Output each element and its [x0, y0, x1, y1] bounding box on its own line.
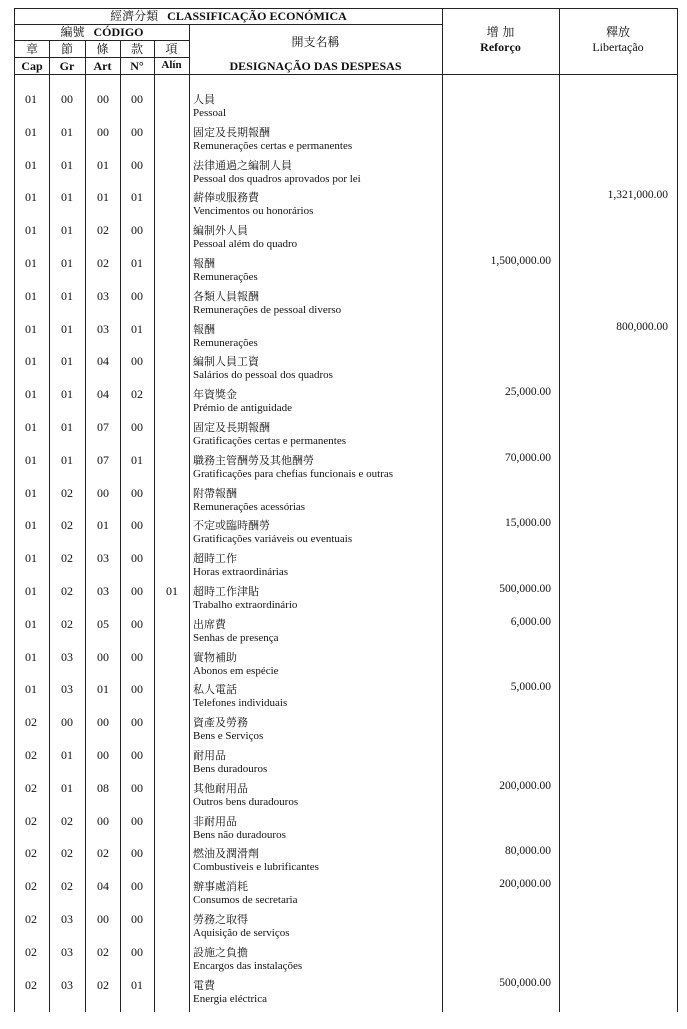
designation-pt-text: Gratificações certas e permanentes: [193, 435, 346, 447]
code-n: 00: [131, 157, 143, 172]
designation-pt-text: Horas extraordinárias: [193, 566, 288, 579]
code-cap: 01: [25, 354, 37, 369]
code-n: 00: [131, 944, 143, 959]
designation-zh-text: 其他耐用品: [193, 781, 248, 795]
code-gr: 03: [61, 977, 73, 992]
code-gr: 02: [61, 846, 73, 861]
code-gr: 02: [61, 518, 73, 533]
econ-class-header: [15, 10, 442, 22]
code-n: 00: [131, 649, 143, 664]
designation-zh-text: 資產及勞務: [193, 716, 248, 730]
code-art: 00: [97, 715, 109, 730]
code-art: 01: [97, 518, 109, 533]
code-gr: 02: [61, 616, 73, 631]
code-cap: 01: [25, 485, 37, 500]
designation-pt-text: Combustíveis e lubrificantes: [193, 861, 319, 874]
code-cap: 01: [25, 92, 37, 106]
code-cap: 01: [25, 649, 37, 664]
code-art: 02: [97, 256, 109, 270]
code-gr: 01: [61, 354, 73, 369]
designation-zh-text: 辦事處消耗: [193, 880, 248, 894]
code-art: 02: [97, 223, 109, 238]
reforco-amount: 5,000.00: [510, 681, 551, 694]
code-n: 00: [131, 682, 143, 697]
reforco-amount: 500,000.00: [499, 583, 551, 595]
code-art: 01: [97, 682, 109, 697]
designation-pt-text: Salários do pessoal dos quadros: [193, 369, 333, 382]
designation-pt-text: Gratificações para chefias funcionais e outras: [193, 467, 394, 480]
reforco-zh: 增 加: [486, 25, 515, 39]
code-cap: 01: [25, 551, 37, 566]
rule-colzh: [15, 57, 189, 58]
code-art: 07: [97, 420, 109, 434]
code-art: 03: [97, 288, 109, 303]
code-gr: 03: [61, 944, 73, 959]
code-art: 03: [97, 321, 109, 336]
code-cap: 01: [25, 420, 37, 434]
code-gr: 01: [61, 321, 73, 336]
designation-zh-text: 超時工作津貼: [193, 585, 259, 598]
designation-pt-text: Pessoal dos quadros aprovados por lei: [193, 172, 361, 185]
rule-col-alin: [154, 40, 155, 1012]
code-cap: 01: [25, 190, 37, 205]
designation-zh-text: 出席費: [193, 617, 226, 631]
designation-pt-text: Gratificações variáveis ou eventuais: [193, 533, 353, 546]
code-cap: 01: [25, 616, 37, 631]
code-art: 03: [97, 584, 109, 598]
code-cap: 01: [25, 452, 37, 467]
code-art: 02: [97, 846, 109, 861]
code-art: 03: [97, 551, 109, 566]
rule-col-desig: [189, 24, 190, 1012]
code-art: 00: [97, 485, 109, 500]
col-n-zh: 款: [130, 42, 143, 56]
code-art: 01: [97, 190, 109, 205]
code-n: 00: [131, 124, 143, 139]
code-art: 04: [97, 354, 109, 369]
code-n: 01: [131, 321, 143, 336]
col-gr: Gr: [59, 59, 75, 73]
code-cap: 02: [25, 944, 37, 959]
code-cap: 01: [25, 124, 37, 139]
code-gr: 03: [61, 649, 73, 664]
code-zh: 編號: [60, 25, 85, 39]
libertacao-amount: 1,321,000.00: [607, 189, 668, 202]
libertacao-amount: 800,000.00: [616, 320, 668, 333]
code-art: 04: [97, 879, 109, 894]
designation-pt-text: Bens duradouros: [193, 763, 268, 775]
designation-zh-text: 電費: [193, 978, 215, 992]
designation-zh-text: 非耐用品: [193, 814, 237, 828]
code-gr: 01: [61, 223, 73, 238]
designation-pt-text: Outros bens duradouros: [193, 795, 299, 808]
designation-zh: 開支名稱: [291, 35, 340, 49]
designation-zh-text: 超時工作: [193, 552, 237, 566]
code-gr: 02: [61, 551, 73, 566]
code-gr: 00: [61, 92, 73, 106]
code-art: 00: [97, 649, 109, 664]
code-n: 00: [131, 813, 143, 828]
code-gr: 01: [61, 387, 73, 402]
code-n: 00: [131, 912, 143, 926]
libertacao-zh: 釋放: [605, 25, 630, 39]
code-art: 05: [97, 616, 109, 631]
budget-table: [14, 8, 678, 1012]
code-gr: 03: [61, 912, 73, 926]
designation-pt-text: Remunerações: [193, 336, 258, 349]
code-cap: 02: [25, 748, 37, 762]
rule-code: [15, 40, 189, 41]
designation-pt-text: Remunerações de pessoal diverso: [193, 303, 342, 316]
code-n: 00: [131, 879, 143, 894]
designation-pt-text: Trabalho extraordinário: [193, 599, 298, 611]
col-n: N°: [130, 59, 144, 73]
designation-pt-text: Remunerações certas e permanentes: [193, 139, 353, 152]
designation-pt-text: Energia eléctrica: [193, 992, 267, 1005]
designation-zh-text: 編制人員工資: [193, 355, 259, 369]
code-cap: 02: [25, 846, 37, 861]
rule-col-art: [85, 40, 86, 1012]
code-art: 00: [97, 124, 109, 139]
reforco-amount: 500,000.00: [499, 976, 551, 989]
rule-header-bottom: [15, 74, 677, 75]
code-gr: 00: [61, 715, 73, 730]
code-art: 00: [97, 912, 109, 926]
code-cap: 02: [25, 715, 37, 730]
econ-class-zh: 經濟分類: [110, 9, 159, 23]
code-cap: 02: [25, 879, 37, 894]
designation-zh-text: 各類人員報酬: [193, 289, 259, 303]
reforco-amount: 200,000.00: [499, 878, 551, 891]
rule-col-reforco: [442, 8, 443, 1012]
econ-class-pt: CLASSIFICAÇÃO ECONÓMICA: [167, 9, 347, 23]
libertacao-pt: Libertação: [592, 40, 644, 54]
col-alin: Alín: [161, 59, 182, 71]
code-art: 02: [97, 944, 109, 959]
rule-col-gr: [49, 40, 50, 1012]
reforco-amount: 25,000.00: [505, 386, 551, 399]
code-n: 00: [131, 616, 143, 631]
code-cap: 01: [25, 321, 37, 336]
designation-zh-text: 固定及長期報酬: [193, 125, 270, 139]
designation-pt-text: Encargos das instalações: [193, 959, 303, 972]
designation-zh-text: 實物補助: [193, 650, 237, 664]
code-gr: 01: [61, 190, 73, 205]
rule-col-libert: [559, 8, 560, 1012]
code-cap: 02: [25, 780, 37, 795]
code-n: 00: [131, 715, 143, 730]
designation-pt-text: Bens e Serviços: [193, 730, 264, 743]
designation-pt-text: Consumos de secretaria: [193, 894, 298, 907]
code-n: 00: [131, 748, 143, 762]
code-art: 08: [97, 780, 109, 795]
designation-pt-text: Pessoal: [193, 107, 226, 119]
code-gr: 01: [61, 288, 73, 303]
code-cap: 01: [25, 584, 37, 598]
code-n: 01: [131, 452, 143, 467]
code-n: 00: [131, 485, 143, 500]
code-n: 00: [131, 354, 143, 369]
code-art: 07: [97, 452, 109, 467]
designation-pt-text: Remunerações acessórias: [193, 500, 306, 513]
code-cap: 01: [25, 387, 37, 402]
designation-pt-text: Pessoal além do quadro: [193, 238, 298, 251]
code-n: 00: [131, 780, 143, 795]
designation-pt-text: Prémio de antiguidade: [193, 402, 292, 415]
code-gr: 02: [61, 584, 73, 598]
code-art: 00: [97, 92, 109, 106]
designation-zh-text: 設施之負擔: [193, 945, 248, 959]
designation-pt-text: Abonos em espécie: [193, 664, 279, 677]
designation-zh-text: 報酬: [193, 257, 215, 270]
designation-zh-text: 報酬: [193, 322, 215, 336]
code-gr: 03: [61, 682, 73, 697]
designation-pt: DESIGNAÇÃO DAS DESPESAS: [229, 59, 402, 73]
designation-zh-text: 法律通過之編制人員: [193, 158, 292, 172]
code-pt: CÓDIGO: [93, 25, 144, 39]
code-n: 00: [131, 92, 143, 106]
rule-col-n: [120, 40, 121, 1012]
code-cap: 01: [25, 223, 37, 238]
code-art: 00: [97, 813, 109, 828]
code-header: [15, 26, 189, 38]
designation-zh-text: 人員: [193, 93, 215, 106]
code-gr: 01: [61, 748, 73, 762]
reforco-amount: 1,500,000.00: [490, 255, 551, 267]
designation-pt-text: Bens não duradouros: [193, 828, 286, 841]
designation-zh-text: 編制外人員: [193, 224, 248, 238]
designation-pt-text: Remunerações: [193, 271, 258, 283]
code-n: 00: [131, 584, 143, 598]
col-art: Art: [93, 59, 112, 73]
code-gr: 02: [61, 813, 73, 828]
reforco-amount: 200,000.00: [499, 779, 551, 792]
designation-pt-text: Aquisição de serviços: [193, 927, 290, 939]
code-alin: 01: [166, 584, 178, 598]
reforco-amount: 15,000.00: [505, 517, 551, 530]
code-art: 04: [97, 387, 109, 402]
col-art-zh: 條: [96, 42, 109, 56]
code-gr: 01: [61, 124, 73, 139]
designation-zh-text: 職務主管酬勞及其他酬勞: [193, 453, 314, 467]
designation-zh-text: 私人電話: [193, 683, 237, 697]
designation-pt-text: Telefones individuais: [193, 697, 288, 710]
code-cap: 02: [25, 813, 37, 828]
reforco-pt: Reforço: [480, 40, 521, 54]
designation-zh-text: 附帶報酬: [193, 486, 237, 500]
code-n: 01: [131, 190, 143, 205]
code-cap: 02: [25, 912, 37, 926]
reforco-amount: 6,000.00: [510, 615, 551, 628]
code-n: 01: [131, 256, 143, 270]
code-n: 00: [131, 551, 143, 566]
code-n: 00: [131, 518, 143, 533]
code-n: 00: [131, 223, 143, 238]
code-cap: 01: [25, 518, 37, 533]
code-art: 02: [97, 977, 109, 992]
code-cap: 02: [25, 977, 37, 992]
code-gr: 01: [61, 780, 73, 795]
code-art: 00: [97, 748, 109, 762]
code-n: 01: [131, 977, 143, 992]
designation-pt-text: Vencimentos ou honorários: [193, 205, 314, 218]
designation-zh-text: 年資獎金: [193, 388, 237, 402]
code-gr: 01: [61, 157, 73, 172]
code-n: 02: [131, 387, 143, 402]
reforco-amount: 80,000.00: [505, 845, 551, 858]
designation-zh-text: 耐用品: [193, 749, 226, 762]
code-cap: 01: [25, 288, 37, 303]
code-n: 00: [131, 846, 143, 861]
code-art: 01: [97, 157, 109, 172]
code-gr: 01: [61, 420, 73, 434]
reforco-amount: 70,000.00: [505, 451, 551, 464]
designation-zh-text: 不定或臨時酬勞: [193, 519, 270, 533]
col-gr-zh: 節: [60, 42, 73, 56]
code-cap: 01: [25, 256, 37, 270]
code-cap: 01: [25, 157, 37, 172]
col-cap: Cap: [21, 59, 43, 73]
designation-pt-text: Senhas de presença: [193, 631, 279, 644]
code-gr: 01: [61, 256, 73, 270]
code-n: 00: [131, 288, 143, 303]
code-cap: 01: [25, 682, 37, 697]
code-gr: 01: [61, 452, 73, 467]
code-gr: 02: [61, 485, 73, 500]
designation-zh-text: 燃油及潤滑劑: [193, 847, 259, 861]
code-n: 00: [131, 420, 143, 434]
col-cap-zh: 章: [25, 42, 38, 56]
code-gr: 02: [61, 879, 73, 894]
designation-zh-text: 固定及長期報酬: [193, 421, 270, 434]
designation-zh-text: 勞務之取得: [193, 913, 248, 926]
col-alin-zh: 項: [165, 42, 178, 56]
designation-zh-text: 薪俸或服務費: [193, 191, 259, 205]
